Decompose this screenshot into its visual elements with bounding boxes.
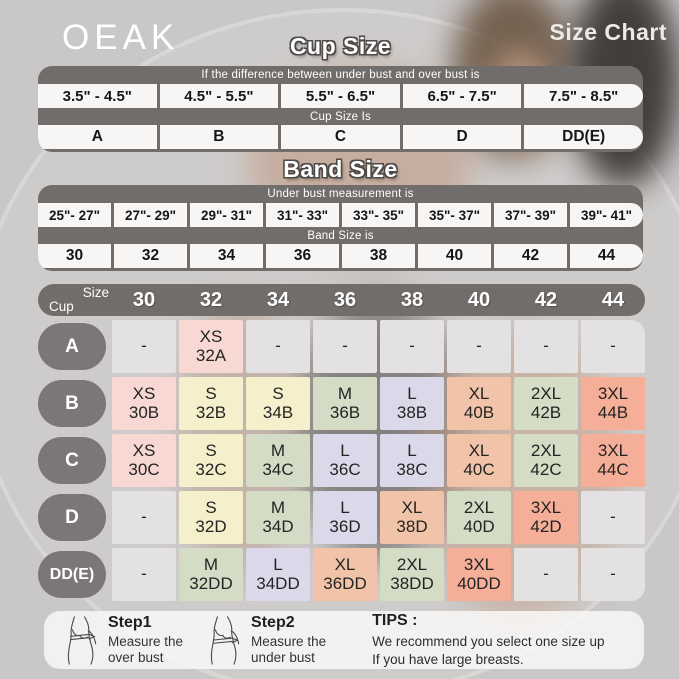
measure-step [60,614,183,666]
matrix-column-header: 34 [266,288,290,311]
matrix-row-cells [112,491,645,544]
size-cell: XS 32A [179,320,243,373]
size-cell: XL 36DD [313,548,377,601]
matrix-row-cells [112,548,645,601]
band-range-row [38,203,643,227]
size-cell: - [581,320,645,373]
matrix-column-header: 42 [534,288,558,311]
measure-step [203,614,326,666]
step-title: Step1 [108,614,152,632]
cup-range-row [38,84,643,108]
matrix-row-a [38,320,645,373]
matrix-row-label: DD(E) [38,551,106,598]
matrix-row-c [38,434,645,487]
size-cell: XL 40C [447,434,511,487]
size-cell: - [380,320,444,373]
matrix-row-label: B [38,380,106,427]
matrix-corner-cup-label: Cup [49,299,74,314]
matrix-column-header: 32 [199,288,223,311]
measure-figure-icon [203,615,241,665]
cup-letter-cell: C [281,125,400,149]
matrix-row-cells [112,320,645,373]
size-cell: L 36D [313,491,377,544]
matrix-column-header: 36 [333,288,357,311]
size-cell: S 32B [179,377,243,430]
size-cell: XS 30B [112,377,176,430]
size-cell: - [514,320,578,373]
band-condition-header: Under bust measurement is [267,188,414,200]
page-title: Size Chart [549,19,667,45]
step-instruction-line: over bust [108,650,164,665]
matrix-column-header: 38 [400,288,424,311]
measuring-guide [44,611,644,669]
cup-letter-cell: DD(E) [524,125,643,149]
cup-size-title: Cup Size [289,33,392,59]
size-cell: - [112,320,176,373]
cup-letter-row [38,125,643,149]
size-cell: M 32DD [179,548,243,601]
size-cell: XL 40B [447,377,511,430]
cup-range-cell: 5.5" - 6.5" [281,84,400,108]
band-number-cell: 34 [190,244,263,268]
size-cell: XS 30C [112,434,176,487]
tips-title: TIPS : [372,611,418,629]
band-range-cell: 37"- 39" [494,203,567,227]
band-size-title: Band Size [283,156,398,182]
band-number-cell: 32 [114,244,187,268]
size-cell: 2XL 42C [514,434,578,487]
size-cell: - [112,491,176,544]
size-cell: L 36C [313,434,377,487]
size-cell: 3XL 44C [581,434,645,487]
size-cell: M 36B [313,377,377,430]
matrix-column-header: 44 [601,288,625,311]
cup-letter-cell: B [160,125,279,149]
cup-letter-cell: A [38,125,157,149]
matrix-body [38,320,645,601]
size-cell: S 34B [246,377,310,430]
band-size-table [38,185,643,271]
size-cell: - [313,320,377,373]
step-instruction-line: Measure the [251,634,327,650]
band-number-cell: 36 [266,244,339,268]
cup-range-cell: 6.5" - 7.5" [403,84,522,108]
band-range-cell: 39"- 41" [570,203,643,227]
matrix-row-cells [112,434,645,487]
measure-figure-icon [60,615,98,665]
cup-result-header: Cup Size Is [309,110,371,123]
band-number-row [38,244,643,268]
matrix-row-d [38,491,645,544]
size-cell: - [246,320,310,373]
cup-range-cell: 4.5" - 5.5" [160,84,279,108]
size-cell: M 34C [246,434,310,487]
cup-size-table [38,66,643,152]
matrix-column-headers [112,284,645,316]
band-number-cell: 30 [38,244,111,268]
matrix-row-label: D [38,494,106,541]
matrix-row-dde [38,548,645,601]
step-instruction-line: Measure the [108,634,184,650]
size-cell: 2XL 40D [447,491,511,544]
size-cell: L 38B [380,377,444,430]
band-range-cell: 29"- 31" [190,203,263,227]
matrix-column-header: 40 [467,288,491,311]
band-range-cell: 33"- 35" [342,203,415,227]
band-range-cell: 35"- 37" [418,203,491,227]
matrix-corner-size-label: Size [82,285,109,300]
band-result-header: Band Size is [307,229,374,242]
step-title: Step2 [251,614,295,632]
steps [60,614,346,666]
cup-range-cell: 7.5" - 8.5" [524,84,643,108]
band-number-cell: 42 [494,244,567,268]
tips-line: We recommend you select one size up [372,633,605,649]
band-number-cell: 40 [418,244,491,268]
band-range-cell: 31"- 33" [266,203,339,227]
cup-letter-cell: D [403,125,522,149]
size-cell: M 34D [246,491,310,544]
band-number-cell: 44 [570,244,643,268]
size-cell: - [581,491,645,544]
size-cell: L 38C [380,434,444,487]
cup-condition-header: If the difference between under bust and over bust is [201,69,480,81]
size-cell: XL 38D [380,491,444,544]
size-cell: L 34DD [246,548,310,601]
band-range-cell: 25"- 27" [38,203,111,227]
size-cell: - [581,548,645,601]
matrix-row-label: C [38,437,106,484]
size-cell: - [112,548,176,601]
matrix-row-label: A [38,323,106,370]
tips-line: If you have large breasts. [372,651,524,667]
size-cell: - [447,320,511,373]
step-instruction-line: under bust [251,650,315,665]
tips-block [372,612,604,668]
brand-logo: OEAK [62,18,180,57]
size-cell: 2XL 42B [514,377,578,430]
size-cell: - [514,548,578,601]
band-number-cell: 38 [342,244,415,268]
matrix-column-header: 30 [132,288,156,311]
size-cell: 3XL 40DD [447,548,511,601]
size-cell: S 32D [179,491,243,544]
band-range-cell: 27"- 29" [114,203,187,227]
size-cell: 2XL 38DD [380,548,444,601]
matrix-header [38,284,645,316]
size-cell: 3XL 42D [514,491,578,544]
size-cell: 3XL 44B [581,377,645,430]
cup-range-cell: 3.5" - 4.5" [38,84,157,108]
matrix-row-b [38,377,645,430]
size-cell: S 32C [179,434,243,487]
matrix-row-cells [112,377,645,430]
matrix-corner-cell [38,284,112,316]
